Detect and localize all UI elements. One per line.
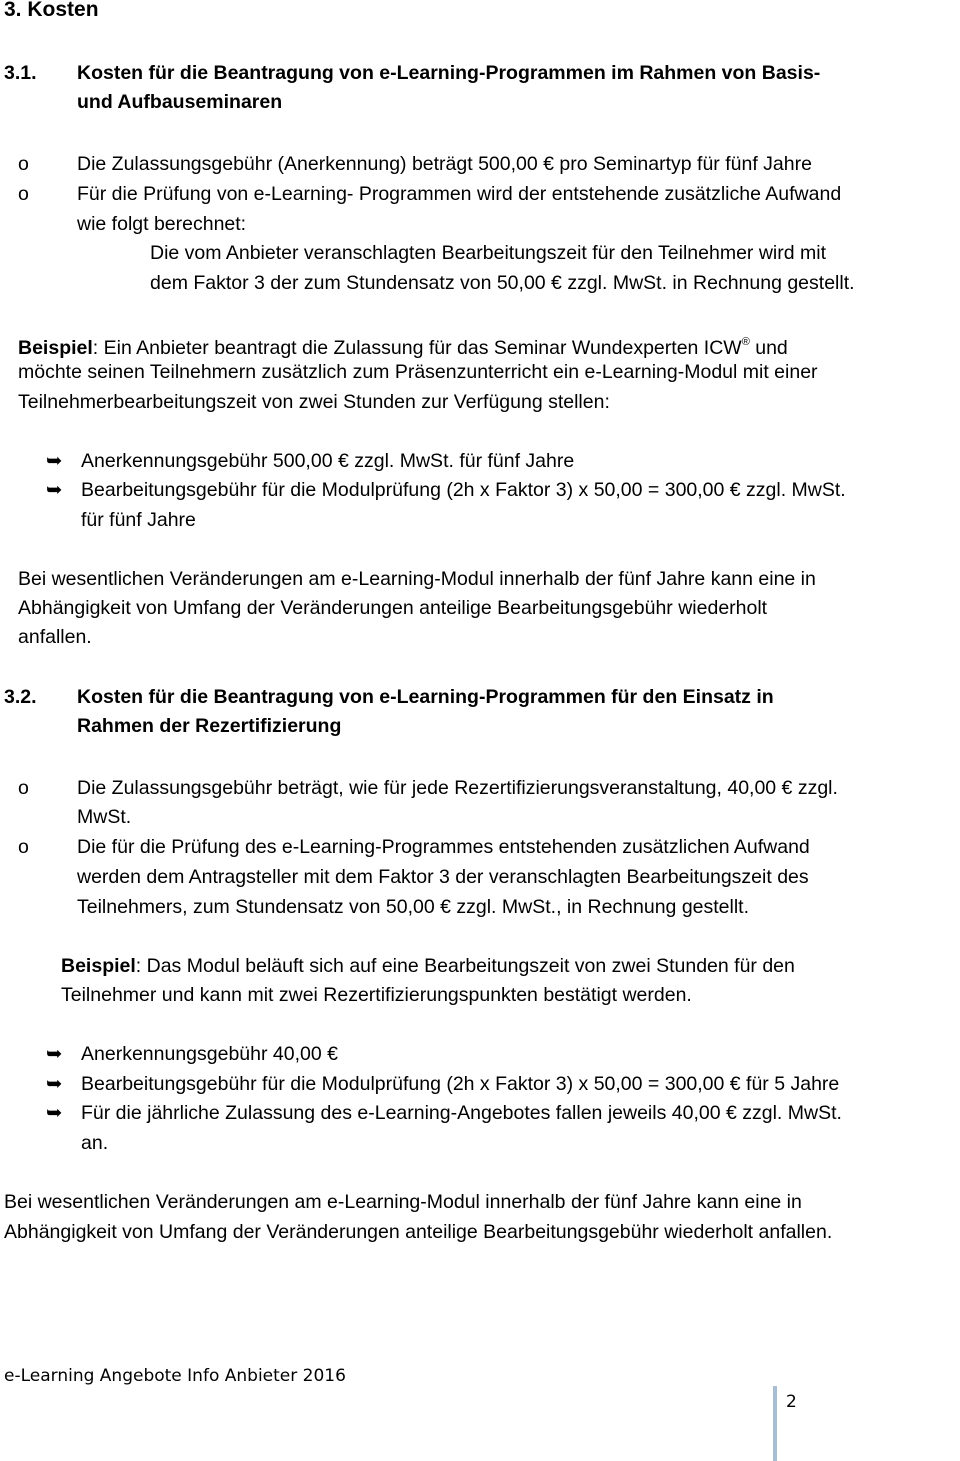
example-label: Beispiel bbox=[18, 337, 93, 359]
bullet-text: wie folgt berechnet: bbox=[77, 213, 247, 235]
arrow-item: für fünf Jahre bbox=[81, 509, 196, 531]
bullet-text: Für die Prüfung von e-Learning- Programmen wird der entstehende zusätzliche Aufwand bbox=[77, 183, 842, 205]
arrow-icon: ➥ bbox=[46, 450, 63, 472]
bullet-text: Die für die Prüfung des e-Learning-Programmes entstehenden zusätzlichen Aufwand bbox=[77, 836, 810, 858]
section-title: und Aufbauseminaren bbox=[77, 91, 283, 113]
section-number: 3.2. bbox=[4, 686, 37, 708]
arrow-item: Anerkennungsgebühr 500,00 € zzgl. MwSt. für fünf Jahre bbox=[81, 450, 575, 472]
arrow-icon: ➥ bbox=[46, 1102, 63, 1124]
example-text: Teilnehmerbearbeitungszeit von zwei Stunden zur Verfügung stellen: bbox=[18, 391, 610, 413]
section-number: 3.1. bbox=[4, 62, 37, 84]
example-text: Beispiel: Ein Anbieter beantragt die Zulassung für das Seminar Wundexperten ICW® und bbox=[18, 336, 788, 359]
arrow-icon: ➥ bbox=[46, 479, 63, 501]
paragraph: Bei wesentlichen Veränderungen am e-Learning-Modul innerhalb der fünf Jahre kann eine in bbox=[18, 568, 816, 590]
bullet-text: MwSt. bbox=[77, 806, 132, 828]
example-label: Beispiel bbox=[61, 955, 136, 977]
arrow-item: an. bbox=[81, 1132, 109, 1154]
bullet-text: Teilnehmers, zum Stundensatz von 50,00 € zzgl. MwSt., in Rechnung gestellt. bbox=[77, 896, 750, 918]
arrow-icon: ➥ bbox=[46, 1073, 63, 1095]
paragraph: Abhängigkeit von Umfang der Veränderungen anteilige Bearbeitungsgebühr wiederholt bbox=[18, 597, 768, 619]
arrow-item: Anerkennungsgebühr 40,00 € bbox=[81, 1043, 338, 1065]
section-heading: 3. Kosten bbox=[4, 0, 99, 21]
paragraph: anfallen. bbox=[18, 626, 92, 648]
example-text: möchte seinen Teilnehmern zusätzlich zum Präsenzunterricht ein e-Learning-Modul mit einer bbox=[18, 361, 818, 383]
bullet-text: werden dem Antragsteller mit dem Faktor 3 der veranschlagten Bearbeitungszeit des bbox=[77, 866, 809, 888]
footer-text: e-Learning Angebote Info Anbieter 2016 bbox=[4, 1366, 346, 1386]
bullet-text: Die Zulassungsgebühr (Anerkennung) beträgt 500,00 € pro Seminartyp für fünf Jahre bbox=[77, 153, 812, 175]
bullet-marker: o bbox=[18, 183, 29, 205]
page-number: 2 bbox=[786, 1392, 797, 1412]
section-title: Kosten für die Beantragung von e-Learning-Programmen für den Einsatz in bbox=[77, 686, 774, 708]
arrow-item: Bearbeitungsgebühr für die Modulprüfung (2h x Faktor 3) x 50,00 = 300,00 € zzgl. MwSt. bbox=[81, 479, 846, 501]
arrow-item: Bearbeitungsgebühr für die Modulprüfung (2h x Faktor 3) x 50,00 = 300,00 € für 5 Jahre bbox=[81, 1073, 840, 1095]
bullet-text: Die Zulassungsgebühr beträgt, wie für jede Rezertifizierungsveranstaltung, 40,00 € zzgl. bbox=[77, 777, 838, 799]
section-title: Kosten für die Beantragung von e-Learning-Programmen im Rahmen von Basis- bbox=[77, 62, 821, 84]
page-number-bar bbox=[773, 1386, 777, 1461]
example-text: Teilnehmer und kann mit zwei Rezertifizierungspunkten bestätigt werden. bbox=[61, 984, 692, 1006]
indented-text: Die vom Anbieter veranschlagten Bearbeitungszeit für den Teilnehmer wird mit bbox=[150, 242, 826, 264]
arrow-item: Für die jährliche Zulassung des e-Learning-Angebotes fallen jeweils 40,00 € zzgl. MwSt. bbox=[81, 1102, 842, 1124]
paragraph: Bei wesentlichen Veränderungen am e-Learning-Modul innerhalb der fünf Jahre kann eine in bbox=[4, 1191, 802, 1213]
bullet-marker: o bbox=[18, 777, 29, 799]
example-text: Beispiel: Das Modul beläuft sich auf eine Bearbeitungszeit von zwei Stunden für den bbox=[61, 955, 795, 977]
arrow-icon: ➥ bbox=[46, 1043, 63, 1065]
indented-text: dem Faktor 3 der zum Stundensatz von 50,00 € zzgl. MwSt. in Rechnung gestellt. bbox=[150, 272, 855, 294]
paragraph: Abhängigkeit von Umfang der Veränderungen anteilige Bearbeitungsgebühr wiederholt anfallen. bbox=[4, 1221, 833, 1243]
section-title: Rahmen der Rezertifizierung bbox=[77, 715, 342, 737]
bullet-marker: o bbox=[18, 836, 29, 858]
bullet-marker: o bbox=[18, 153, 29, 175]
